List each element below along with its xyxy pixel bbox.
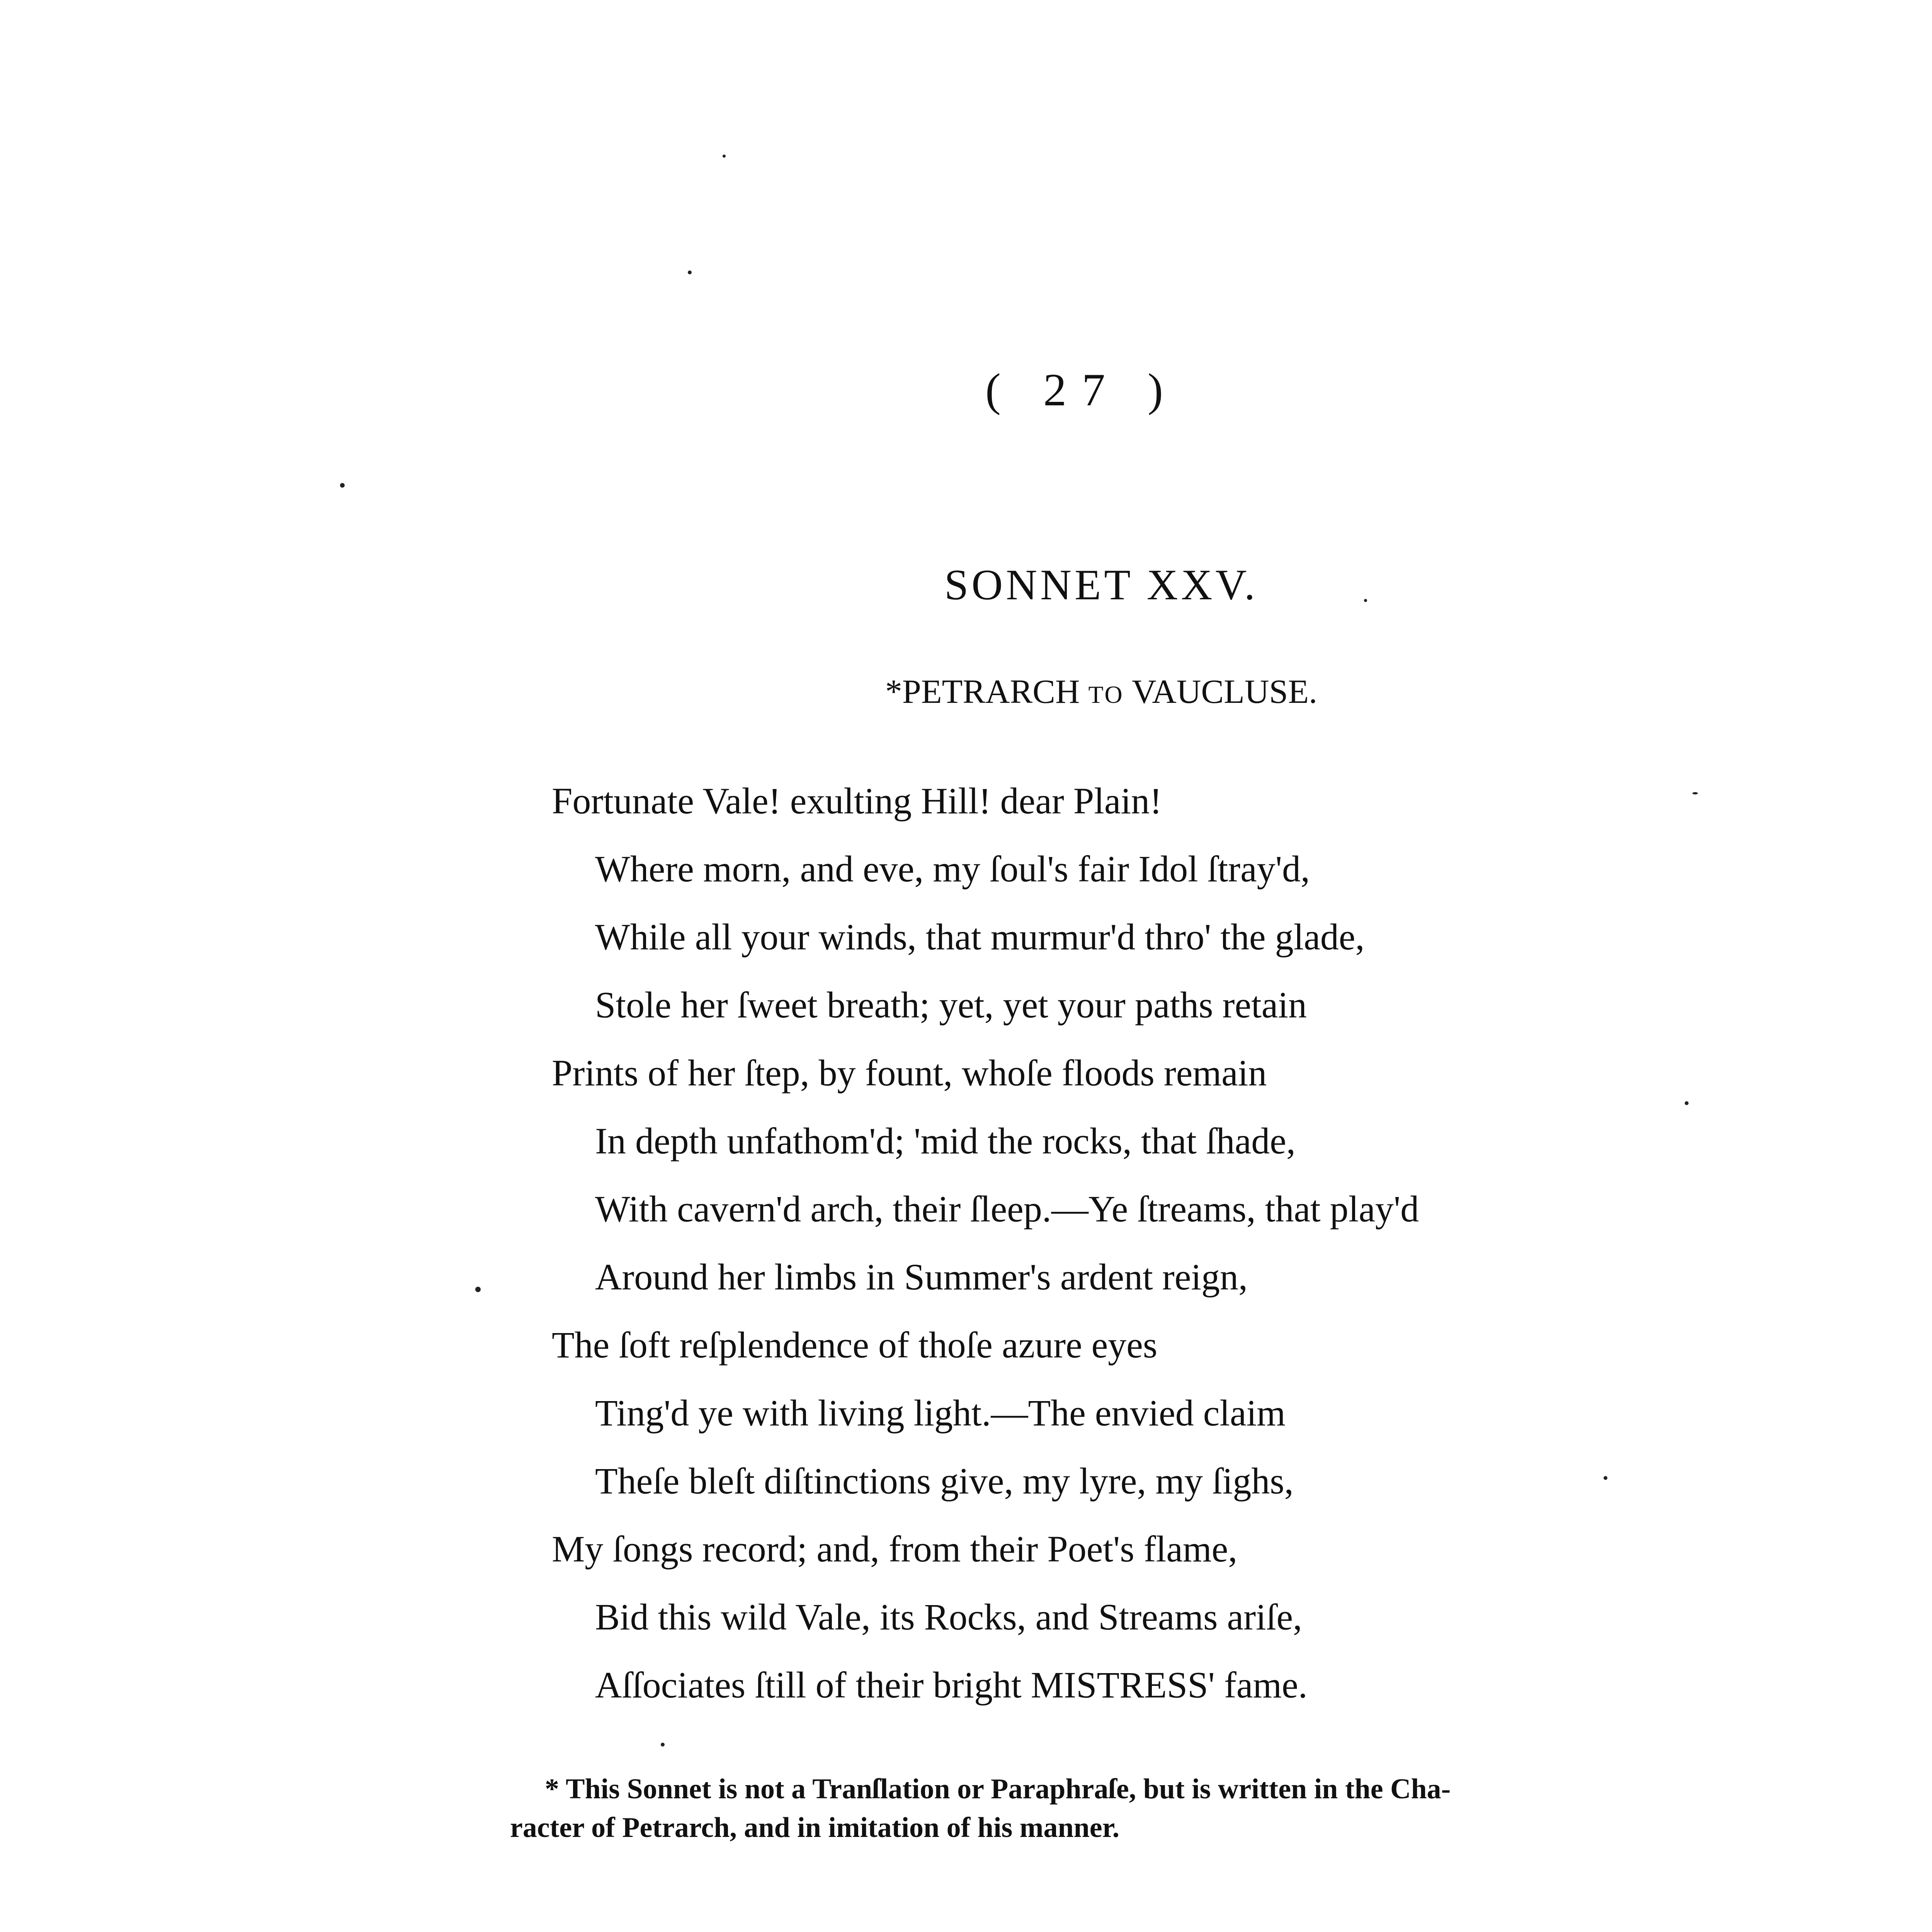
subtitle-suffix: VAUCLUSE. [1124, 673, 1318, 711]
poem-line: Ting'd ye with living light.—The envied claim [595, 1392, 1286, 1434]
poem-line: My ſongs record; and, from their Poet's flame, [552, 1528, 1238, 1570]
poem-line: Bid this wild Vale, its Rocks, and Streams ariſe, [595, 1596, 1303, 1638]
sonnet-title: SONNET XXV. [944, 561, 1258, 609]
subtitle-small-caps: TO [1088, 681, 1124, 708]
footnote [510, 1770, 1623, 1847]
sonnet-subtitle [657, 672, 1546, 711]
poem-body [552, 767, 1711, 1719]
subtitle-prefix: *PETRARCH [885, 673, 1088, 711]
poem-line: While all your winds, that murmur'd thro' the glade, [595, 916, 1365, 957]
poem-line: Theſe bleſt diſtinctions give, my lyre, my ſighs, [595, 1460, 1294, 1502]
poem-line: Around her limbs in Summer's ardent reign, [595, 1256, 1248, 1298]
scan-speck [1692, 792, 1698, 794]
scan-speck [1685, 1101, 1689, 1105]
footnote-line: racter of Petrarch, and in imitation of his manner. [510, 1812, 1120, 1844]
poem-line: Fortunate Vale! exulting Hill! dear Plain! [552, 780, 1162, 821]
scan-speck [1604, 1476, 1607, 1480]
poem-line: In depth unfathom'd; 'mid the rocks, that ſhade, [595, 1120, 1296, 1162]
scan-speck [475, 1287, 481, 1292]
scan-speck [1364, 599, 1367, 602]
page-number: ( 27 ) [985, 364, 1179, 415]
scan-speck [340, 483, 345, 488]
poem-line: The ſoft reſplendence of thoſe azure eyes [552, 1324, 1158, 1366]
scan-speck [688, 270, 692, 274]
scan-speck [661, 1743, 665, 1747]
poem-line: Prints of her ſtep, by fount, whoſe floods remain [552, 1052, 1267, 1094]
poem-line: With cavern'd arch, their ſleep.—Ye ſtreams, that play'd [595, 1188, 1419, 1230]
poem-line: Where morn, and eve, my ſoul's fair Idol ſtray'd, [595, 848, 1310, 889]
poem-line: Aſſociates ſtill of their bright MISTRESS' fame. [595, 1664, 1308, 1706]
footnote-line: * This Sonnet is not a Tranſlation or Paraphraſe, but is written in the Cha- [545, 1773, 1451, 1805]
scan-speck [723, 155, 726, 158]
poem-line: Stole her ſweet breath; yet, yet your paths retain [595, 984, 1307, 1026]
